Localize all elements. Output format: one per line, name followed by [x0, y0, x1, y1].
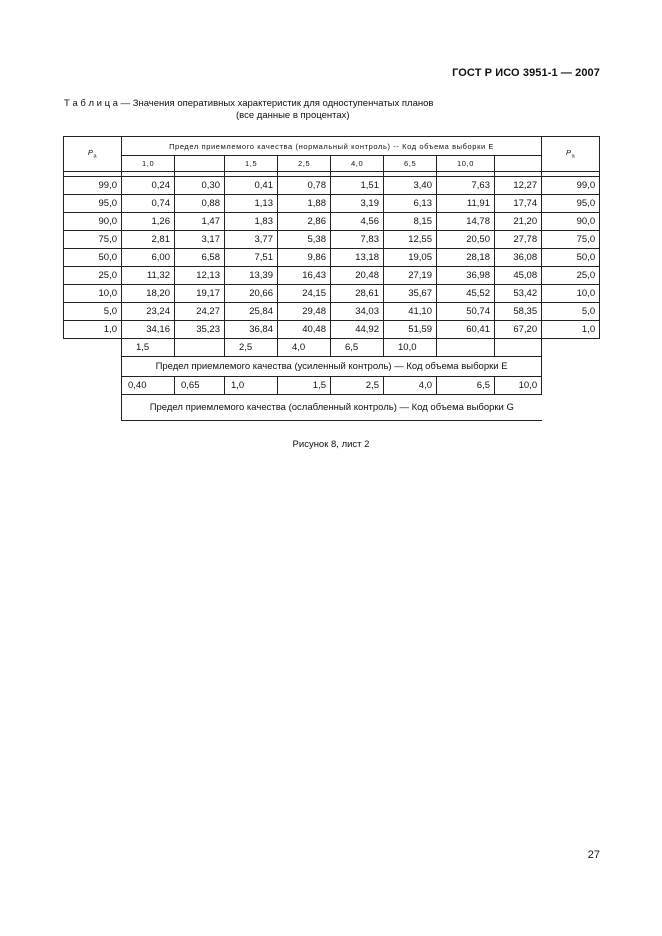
- table-cell: 7,63: [437, 177, 495, 195]
- pa-value-left: 95,0: [64, 195, 122, 213]
- table-cell: 6,58: [175, 249, 225, 267]
- table-row: [64, 321, 600, 339]
- pa-value-right: 10,0: [542, 285, 600, 303]
- pa-value-right: 75,0: [542, 231, 600, 249]
- table-cell: 34,16: [122, 321, 175, 339]
- pa-value-right: 99,0: [542, 177, 600, 195]
- table-cell: 58,35: [495, 303, 542, 321]
- table-cell: 20,48: [331, 267, 384, 285]
- table-cell: 2,86: [278, 213, 331, 231]
- table-cell: 12,27: [495, 177, 542, 195]
- table-cell: 1,51: [331, 177, 384, 195]
- table-cell: 5,38: [278, 231, 331, 249]
- table-cell: 51,59: [384, 321, 437, 339]
- table-cell: 50,74: [437, 303, 495, 321]
- table-cell: 20,66: [225, 285, 278, 303]
- tightened-aql-column-header: [495, 339, 542, 357]
- table-cell: 41,10: [384, 303, 437, 321]
- table-cell: 34,03: [331, 303, 384, 321]
- table-cell: 6,00: [122, 249, 175, 267]
- table-cell: 60,41: [437, 321, 495, 339]
- table-cell: 24,15: [278, 285, 331, 303]
- pa-value-left: 99,0: [64, 177, 122, 195]
- table-cell: 8,15: [384, 213, 437, 231]
- pa-value-left: 90,0: [64, 213, 122, 231]
- normal-aql-column-header: 2,5: [278, 156, 331, 172]
- normal-aql-column-header: 6,5: [384, 156, 437, 172]
- normal-aql-column-header: 10,0: [437, 156, 495, 172]
- table-cell: 16,43: [278, 267, 331, 285]
- table-cell: 11,91: [437, 195, 495, 213]
- table-caption-note: (все данные в процентах): [236, 110, 350, 121]
- reduced-inspection-header: Предел приемлемого качества (ослабленный контроль) — Код объема выборки G: [122, 395, 542, 421]
- normal-inspection-header: Предел приемлемого качества (нормальный контроль) -- Код объема выборки Е: [122, 137, 542, 156]
- table-cell: 17,74: [495, 195, 542, 213]
- table-cell: 1,83: [225, 213, 278, 231]
- table-cell: 7,51: [225, 249, 278, 267]
- table-cell: 35,23: [175, 321, 225, 339]
- table-cell: 23,24: [122, 303, 175, 321]
- table-cell: 28,61: [331, 285, 384, 303]
- table-cell: 13,39: [225, 267, 278, 285]
- reduced-aql-column-header: 0,40: [122, 377, 175, 395]
- table-cell: 44,92: [331, 321, 384, 339]
- tightened-aql-column-header: 6,5: [331, 339, 384, 357]
- normal-aql-column-header: [175, 156, 225, 172]
- reduced-aql-column-header: 1,5: [278, 377, 331, 395]
- table-cell: 11,32: [122, 267, 175, 285]
- table-cell: 9,86: [278, 249, 331, 267]
- table-cell: 0,74: [122, 195, 175, 213]
- table-cell: 36,08: [495, 249, 542, 267]
- oc-values-table: [63, 136, 600, 421]
- reduced-aql-column-header: 2,5: [331, 377, 384, 395]
- table-row: [64, 213, 600, 231]
- pa-value-left: 75,0: [64, 231, 122, 249]
- reduced-aql-row: [64, 377, 600, 395]
- tightened-aql-column-header: 2,5: [225, 339, 278, 357]
- table-row: [64, 249, 600, 267]
- reduced-aql-column-header: 4,0: [384, 377, 437, 395]
- table-cell: 3,77: [225, 231, 278, 249]
- pa-header-right: $P_a$: [542, 137, 600, 172]
- figure-caption: Рисунок 8, лист 2: [292, 439, 370, 450]
- tightened-aql-column-header: 4,0: [278, 339, 331, 357]
- table-cell: 1,26: [122, 213, 175, 231]
- pa-value-left: 10,0: [64, 285, 122, 303]
- tightened-aql-row: [64, 339, 600, 357]
- table-cell: 67,20: [495, 321, 542, 339]
- table-cell: 45,08: [495, 267, 542, 285]
- table-cell: 0,41: [225, 177, 278, 195]
- table-cell: 40,48: [278, 321, 331, 339]
- table-row: [64, 303, 600, 321]
- pa-header-left: $P_a$: [64, 137, 122, 172]
- table-cell: 45,52: [437, 285, 495, 303]
- table-caption: Т а б л и ц а — Значения оперативных характеристик для одноступенчатых планов: [64, 98, 434, 109]
- normal-aql-column-header: [495, 156, 542, 172]
- tightened-aql-column-header: [437, 339, 495, 357]
- pa-value-right: 90,0: [542, 213, 600, 231]
- table-cell: 3,17: [175, 231, 225, 249]
- normal-aql-column-header: 4,0: [331, 156, 384, 172]
- table-cell: 12,13: [175, 267, 225, 285]
- table-cell: 6,13: [384, 195, 437, 213]
- pa-value-left: 1,0: [64, 321, 122, 339]
- reduced-aql-column-header: 0,65: [175, 377, 225, 395]
- reduced-aql-column-header: 10,0: [495, 377, 542, 395]
- normal-aql-column-header: 1,0: [122, 156, 175, 172]
- tightened-aql-column-header: 10,0: [384, 339, 437, 357]
- table-cell: 4,56: [331, 213, 384, 231]
- reduced-aql-column-header: 1,0: [225, 377, 278, 395]
- table-cell: 28,18: [437, 249, 495, 267]
- table-cell: 0,88: [175, 195, 225, 213]
- pa-value-left: 25,0: [64, 267, 122, 285]
- table-cell: 1,13: [225, 195, 278, 213]
- table-row: [64, 231, 600, 249]
- pa-value-right: 25,0: [542, 267, 600, 285]
- pa-value-left: 5,0: [64, 303, 122, 321]
- page-number: 27: [587, 849, 600, 861]
- pa-value-right: 5,0: [542, 303, 600, 321]
- table-cell: 19,05: [384, 249, 437, 267]
- pa-value-left: 50,0: [64, 249, 122, 267]
- pa-value-right: 1,0: [542, 321, 600, 339]
- table-cell: 20,50: [437, 231, 495, 249]
- table-cell: 0,24: [122, 177, 175, 195]
- table-cell: 27,19: [384, 267, 437, 285]
- table-cell: 14,78: [437, 213, 495, 231]
- table-cell: 13,18: [331, 249, 384, 267]
- table-cell: 21,20: [495, 213, 542, 231]
- table-cell: 18,20: [122, 285, 175, 303]
- table-row: [64, 195, 600, 213]
- table-cell: 24,27: [175, 303, 225, 321]
- table-cell: 19,17: [175, 285, 225, 303]
- table-cell: 1,47: [175, 213, 225, 231]
- table-cell: 35,67: [384, 285, 437, 303]
- table-cell: 2,81: [122, 231, 175, 249]
- table-cell: 29,48: [278, 303, 331, 321]
- normal-aql-column-header: 1,5: [225, 156, 278, 172]
- tightened-inspection-header: Предел приемлемого качества (усиленный контроль) — Код объема выборки Е: [122, 357, 542, 377]
- tightened-aql-column-header: 1,5: [122, 339, 175, 357]
- table-cell: 53,42: [495, 285, 542, 303]
- table-row: [64, 177, 600, 195]
- table-cell: 3,19: [331, 195, 384, 213]
- table-cell: 12,55: [384, 231, 437, 249]
- tightened-aql-column-header: [175, 339, 225, 357]
- table-cell: 1,88: [278, 195, 331, 213]
- table-cell: 0,30: [175, 177, 225, 195]
- table-cell: 36,84: [225, 321, 278, 339]
- table-cell: 36,98: [437, 267, 495, 285]
- table-cell: 3,40: [384, 177, 437, 195]
- table-cell: 27,78: [495, 231, 542, 249]
- table-cell: 7,83: [331, 231, 384, 249]
- pa-value-right: 50,0: [542, 249, 600, 267]
- pa-value-right: 95,0: [542, 195, 600, 213]
- table-row: [64, 285, 600, 303]
- table-cell: 0,78: [278, 177, 331, 195]
- table-cell: 25,84: [225, 303, 278, 321]
- document-standard-header: ГОСТ Р ИСО 3951-1 — 2007: [452, 67, 600, 79]
- reduced-aql-column-header: 6,5: [437, 377, 495, 395]
- table-row: [64, 267, 600, 285]
